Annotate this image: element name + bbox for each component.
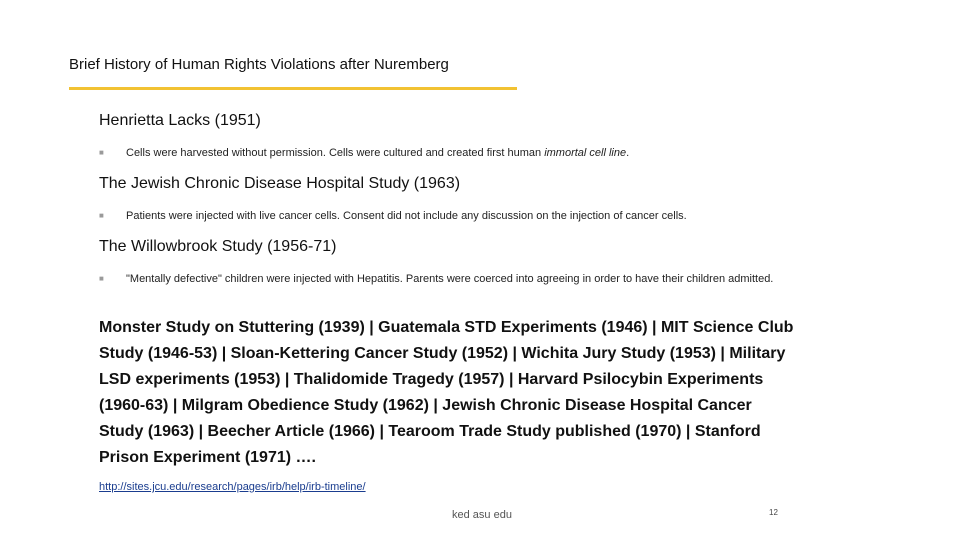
- bullet-text: Patients were injected with live cancer cells. Consent did not include any discussion on the injection of cancer cells.: [126, 210, 687, 222]
- bullet-item: [99, 144, 799, 162]
- bullet-text: Cells were harvested without permission. Cells were cultured and created first human: [126, 147, 545, 159]
- bullet-square-icon: ■: [99, 211, 104, 220]
- bullet-emphasis: immortal cell line: [544, 147, 627, 159]
- section-jewish-chronic-disease: [99, 175, 799, 225]
- bullet-text: "Mentally defective" children were injected with Hepatitis. Parents were coerced into agreeing in order to have their children admitted.: [126, 273, 774, 285]
- footer-text: ked asu edu: [452, 509, 512, 521]
- section-willowbrook: [99, 238, 799, 288]
- page-number: 12: [769, 508, 778, 517]
- title-underline: [69, 87, 517, 90]
- bullet-square-icon: ■: [99, 148, 104, 157]
- bullet-item: [99, 270, 799, 288]
- section-heading: Henrietta Lacks (1951): [99, 112, 261, 129]
- section-heading: The Willowbrook Study (1956-71): [99, 238, 337, 255]
- irb-timeline-link[interactable]: http://sites.jcu.edu/research/pages/irb/help/irb-timeline/: [99, 481, 366, 493]
- summary-list: Monster Study on Stuttering (1939) | Guatemala STD Experiments (1946) | MIT Science Club Study (1946-53) | Sloan-Kettering Cancer Study (1952) | Wichita Jury Study (1953) | Military LSD experiments (1953) | Thalidomide Tragedy (1957) | Harvard Psilocybin Experiments (1960-63) | Milgram Obedience Study (1962) | Jewish Chronic Disease Hospital Cancer Study (1963) | Beecher Article (1966) | Tearoom Trade Study published (1970) | Stanford Prison Experiment (1971) ….: [99, 319, 794, 466]
- section-heading: The Jewish Chronic Disease Hospital Study (1963): [99, 175, 461, 192]
- slide-title: Brief History of Human Rights Violations after Nuremberg: [69, 56, 449, 73]
- section-henrietta-lacks: [99, 112, 799, 162]
- bullet-square-icon: ■: [99, 274, 104, 283]
- bullet-suffix: .: [626, 147, 630, 159]
- bullet-item: [99, 207, 799, 225]
